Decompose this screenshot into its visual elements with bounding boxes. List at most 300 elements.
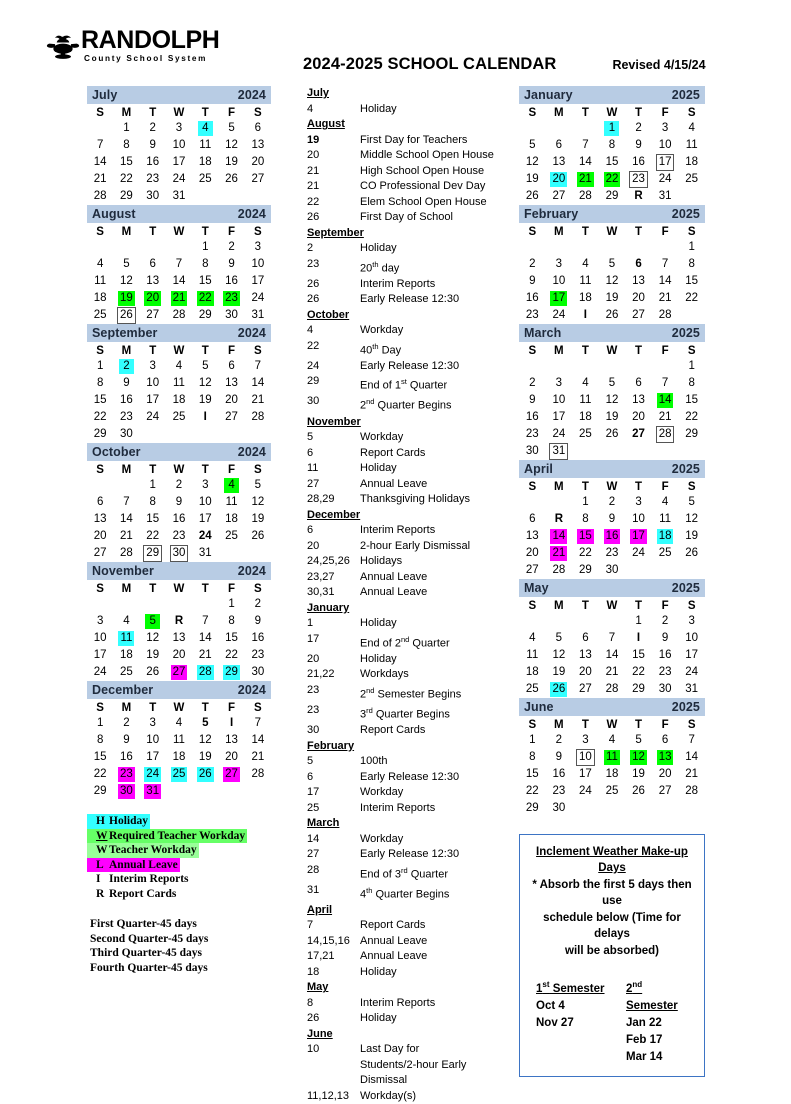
day-cell[interactable]	[546, 749, 573, 766]
day-cell[interactable]	[218, 647, 244, 664]
day-cell[interactable]	[572, 171, 599, 188]
day-cell[interactable]	[678, 256, 705, 273]
day-cell[interactable]	[140, 494, 166, 511]
day-cell[interactable]	[166, 273, 192, 290]
day-cell[interactable]	[113, 426, 139, 443]
day-cell[interactable]	[218, 664, 244, 681]
day-cell[interactable]	[625, 188, 652, 205]
day-cell[interactable]	[192, 290, 218, 307]
day-cell[interactable]	[599, 783, 626, 800]
day-cell[interactable]	[113, 375, 139, 392]
day-cell[interactable]	[652, 256, 679, 273]
day-cell[interactable]	[625, 681, 652, 698]
day-cell[interactable]	[546, 562, 573, 579]
day-cell[interactable]	[652, 307, 679, 324]
day-cell[interactable]	[245, 154, 271, 171]
day-cell[interactable]	[87, 664, 113, 681]
day-cell[interactable]	[546, 137, 573, 154]
day-cell[interactable]	[166, 154, 192, 171]
day-cell[interactable]	[519, 426, 546, 443]
day-cell[interactable]	[519, 409, 546, 426]
day-cell[interactable]	[166, 358, 192, 375]
day-cell[interactable]	[140, 630, 166, 647]
day-cell[interactable]	[519, 375, 546, 392]
day-cell[interactable]	[546, 154, 573, 171]
day-cell[interactable]	[652, 545, 679, 562]
day-cell[interactable]	[113, 715, 139, 732]
day-cell[interactable]	[87, 783, 113, 800]
day-cell[interactable]	[218, 239, 244, 256]
day-cell[interactable]	[599, 494, 626, 511]
day-cell[interactable]	[87, 613, 113, 630]
day-cell[interactable]	[140, 511, 166, 528]
day-cell[interactable]	[652, 681, 679, 698]
day-cell[interactable]	[140, 154, 166, 171]
day-cell[interactable]	[245, 392, 271, 409]
day-cell[interactable]	[140, 545, 166, 562]
day-cell[interactable]	[245, 528, 271, 545]
day-cell[interactable]	[166, 120, 192, 137]
day-cell[interactable]	[678, 290, 705, 307]
day-cell[interactable]	[572, 409, 599, 426]
day-cell[interactable]	[192, 392, 218, 409]
day-cell[interactable]	[140, 528, 166, 545]
day-cell[interactable]	[652, 290, 679, 307]
day-cell[interactable]	[678, 358, 705, 375]
day-cell[interactable]	[245, 375, 271, 392]
day-cell[interactable]	[113, 358, 139, 375]
day-cell[interactable]	[140, 613, 166, 630]
day-cell[interactable]	[218, 137, 244, 154]
day-cell[interactable]	[245, 120, 271, 137]
day-cell[interactable]	[192, 120, 218, 137]
day-cell[interactable]	[218, 732, 244, 749]
day-cell[interactable]	[678, 681, 705, 698]
day-cell[interactable]	[652, 494, 679, 511]
day-cell[interactable]	[599, 375, 626, 392]
day-cell[interactable]	[572, 375, 599, 392]
day-cell[interactable]	[87, 256, 113, 273]
day-cell[interactable]	[87, 749, 113, 766]
day-cell[interactable]	[572, 273, 599, 290]
day-cell[interactable]	[519, 749, 546, 766]
day-cell[interactable]	[192, 154, 218, 171]
day-cell[interactable]	[87, 732, 113, 749]
day-cell[interactable]	[678, 749, 705, 766]
day-cell[interactable]	[599, 681, 626, 698]
day-cell[interactable]	[192, 239, 218, 256]
day-cell[interactable]	[245, 749, 271, 766]
day-cell[interactable]	[625, 392, 652, 409]
day-cell[interactable]	[87, 358, 113, 375]
day-cell[interactable]	[166, 732, 192, 749]
day-cell[interactable]	[572, 511, 599, 528]
day-cell[interactable]	[546, 630, 573, 647]
day-cell[interactable]	[87, 137, 113, 154]
day-cell[interactable]	[519, 307, 546, 324]
day-cell[interactable]	[166, 307, 192, 324]
day-cell[interactable]	[245, 358, 271, 375]
day-cell[interactable]	[519, 137, 546, 154]
day-cell[interactable]	[572, 681, 599, 698]
day-cell[interactable]	[572, 562, 599, 579]
day-cell[interactable]	[192, 647, 218, 664]
day-cell[interactable]	[192, 358, 218, 375]
day-cell[interactable]	[192, 630, 218, 647]
day-cell[interactable]	[652, 766, 679, 783]
day-cell[interactable]	[192, 715, 218, 732]
day-cell[interactable]	[166, 528, 192, 545]
day-cell[interactable]	[625, 732, 652, 749]
day-cell[interactable]	[546, 647, 573, 664]
day-cell[interactable]	[87, 715, 113, 732]
day-cell[interactable]	[218, 409, 244, 426]
day-cell[interactable]	[113, 749, 139, 766]
day-cell[interactable]	[113, 783, 139, 800]
day-cell[interactable]	[599, 528, 626, 545]
day-cell[interactable]	[546, 732, 573, 749]
day-cell[interactable]	[245, 664, 271, 681]
day-cell[interactable]	[572, 545, 599, 562]
day-cell[interactable]	[546, 171, 573, 188]
day-cell[interactable]	[519, 732, 546, 749]
day-cell[interactable]	[218, 528, 244, 545]
day-cell[interactable]	[625, 171, 652, 188]
day-cell[interactable]	[652, 783, 679, 800]
day-cell[interactable]	[245, 307, 271, 324]
day-cell[interactable]	[113, 392, 139, 409]
day-cell[interactable]	[87, 171, 113, 188]
day-cell[interactable]	[140, 137, 166, 154]
day-cell[interactable]	[519, 800, 546, 817]
day-cell[interactable]	[546, 392, 573, 409]
day-cell[interactable]	[678, 375, 705, 392]
day-cell[interactable]	[519, 783, 546, 800]
day-cell[interactable]	[113, 766, 139, 783]
day-cell[interactable]	[625, 154, 652, 171]
day-cell[interactable]	[652, 630, 679, 647]
day-cell[interactable]	[192, 613, 218, 630]
day-cell[interactable]	[113, 494, 139, 511]
day-cell[interactable]	[652, 273, 679, 290]
day-cell[interactable]	[140, 783, 166, 800]
day-cell[interactable]	[546, 256, 573, 273]
day-cell[interactable]	[652, 647, 679, 664]
day-cell[interactable]	[113, 647, 139, 664]
day-cell[interactable]	[572, 188, 599, 205]
day-cell[interactable]	[599, 749, 626, 766]
day-cell[interactable]	[245, 647, 271, 664]
day-cell[interactable]	[140, 766, 166, 783]
day-cell[interactable]	[625, 528, 652, 545]
day-cell[interactable]	[192, 511, 218, 528]
day-cell[interactable]	[140, 358, 166, 375]
day-cell[interactable]	[87, 766, 113, 783]
day-cell[interactable]	[192, 664, 218, 681]
day-cell[interactable]	[546, 307, 573, 324]
day-cell[interactable]	[140, 392, 166, 409]
day-cell[interactable]	[113, 154, 139, 171]
day-cell[interactable]	[166, 613, 192, 630]
day-cell[interactable]	[572, 426, 599, 443]
day-cell[interactable]	[546, 188, 573, 205]
day-cell[interactable]	[192, 273, 218, 290]
day-cell[interactable]	[599, 766, 626, 783]
day-cell[interactable]	[87, 307, 113, 324]
day-cell[interactable]	[599, 188, 626, 205]
day-cell[interactable]	[519, 392, 546, 409]
day-cell[interactable]	[546, 443, 573, 460]
day-cell[interactable]	[599, 290, 626, 307]
day-cell[interactable]	[166, 749, 192, 766]
day-cell[interactable]	[678, 613, 705, 630]
day-cell[interactable]	[192, 409, 218, 426]
day-cell[interactable]	[245, 137, 271, 154]
day-cell[interactable]	[218, 307, 244, 324]
day-cell[interactable]	[192, 137, 218, 154]
day-cell[interactable]	[625, 511, 652, 528]
day-cell[interactable]	[678, 154, 705, 171]
day-cell[interactable]	[245, 409, 271, 426]
day-cell[interactable]	[166, 766, 192, 783]
day-cell[interactable]	[519, 647, 546, 664]
day-cell[interactable]	[546, 783, 573, 800]
day-cell[interactable]	[87, 154, 113, 171]
day-cell[interactable]	[678, 783, 705, 800]
day-cell[interactable]	[245, 596, 271, 613]
day-cell[interactable]	[572, 630, 599, 647]
day-cell[interactable]	[192, 256, 218, 273]
day-cell[interactable]	[113, 290, 139, 307]
day-cell[interactable]	[652, 137, 679, 154]
day-cell[interactable]	[245, 239, 271, 256]
day-cell[interactable]	[140, 409, 166, 426]
day-cell[interactable]	[625, 375, 652, 392]
day-cell[interactable]	[678, 528, 705, 545]
day-cell[interactable]	[218, 613, 244, 630]
day-cell[interactable]	[572, 290, 599, 307]
day-cell[interactable]	[113, 630, 139, 647]
day-cell[interactable]	[113, 256, 139, 273]
day-cell[interactable]	[546, 290, 573, 307]
day-cell[interactable]	[218, 766, 244, 783]
day-cell[interactable]	[166, 664, 192, 681]
day-cell[interactable]	[87, 630, 113, 647]
day-cell[interactable]	[625, 783, 652, 800]
day-cell[interactable]	[652, 511, 679, 528]
day-cell[interactable]	[87, 375, 113, 392]
day-cell[interactable]	[140, 273, 166, 290]
day-cell[interactable]	[113, 664, 139, 681]
day-cell[interactable]	[87, 545, 113, 562]
day-cell[interactable]	[218, 715, 244, 732]
day-cell[interactable]	[218, 375, 244, 392]
day-cell[interactable]	[546, 375, 573, 392]
day-cell[interactable]	[546, 426, 573, 443]
day-cell[interactable]	[166, 188, 192, 205]
day-cell[interactable]	[652, 188, 679, 205]
day-cell[interactable]	[678, 664, 705, 681]
day-cell[interactable]	[245, 256, 271, 273]
day-cell[interactable]	[192, 528, 218, 545]
day-cell[interactable]	[678, 426, 705, 443]
day-cell[interactable]	[625, 545, 652, 562]
day-cell[interactable]	[572, 154, 599, 171]
day-cell[interactable]	[625, 664, 652, 681]
day-cell[interactable]	[87, 647, 113, 664]
day-cell[interactable]	[245, 171, 271, 188]
day-cell[interactable]	[572, 766, 599, 783]
day-cell[interactable]	[599, 307, 626, 324]
day-cell[interactable]	[546, 273, 573, 290]
day-cell[interactable]	[113, 188, 139, 205]
day-cell[interactable]	[87, 188, 113, 205]
day-cell[interactable]	[599, 664, 626, 681]
day-cell[interactable]	[599, 171, 626, 188]
day-cell[interactable]	[218, 171, 244, 188]
day-cell[interactable]	[546, 681, 573, 698]
day-cell[interactable]	[140, 749, 166, 766]
day-cell[interactable]	[87, 494, 113, 511]
day-cell[interactable]	[546, 545, 573, 562]
day-cell[interactable]	[113, 732, 139, 749]
day-cell[interactable]	[113, 511, 139, 528]
day-cell[interactable]	[166, 392, 192, 409]
day-cell[interactable]	[87, 273, 113, 290]
day-cell[interactable]	[166, 375, 192, 392]
day-cell[interactable]	[166, 647, 192, 664]
day-cell[interactable]	[113, 528, 139, 545]
day-cell[interactable]	[652, 749, 679, 766]
day-cell[interactable]	[245, 511, 271, 528]
day-cell[interactable]	[678, 630, 705, 647]
day-cell[interactable]	[218, 273, 244, 290]
day-cell[interactable]	[218, 511, 244, 528]
day-cell[interactable]	[678, 647, 705, 664]
day-cell[interactable]	[625, 137, 652, 154]
day-cell[interactable]	[166, 630, 192, 647]
day-cell[interactable]	[625, 494, 652, 511]
day-cell[interactable]	[572, 528, 599, 545]
day-cell[interactable]	[519, 171, 546, 188]
day-cell[interactable]	[572, 783, 599, 800]
day-cell[interactable]	[599, 562, 626, 579]
day-cell[interactable]	[519, 188, 546, 205]
day-cell[interactable]	[625, 409, 652, 426]
day-cell[interactable]	[599, 409, 626, 426]
day-cell[interactable]	[546, 800, 573, 817]
day-cell[interactable]	[572, 749, 599, 766]
day-cell[interactable]	[166, 511, 192, 528]
day-cell[interactable]	[166, 715, 192, 732]
day-cell[interactable]	[113, 307, 139, 324]
day-cell[interactable]	[140, 647, 166, 664]
day-cell[interactable]	[625, 120, 652, 137]
day-cell[interactable]	[192, 494, 218, 511]
day-cell[interactable]	[218, 290, 244, 307]
day-cell[interactable]	[192, 545, 218, 562]
day-cell[interactable]	[572, 256, 599, 273]
day-cell[interactable]	[245, 766, 271, 783]
day-cell[interactable]	[625, 426, 652, 443]
day-cell[interactable]	[599, 256, 626, 273]
day-cell[interactable]	[140, 171, 166, 188]
day-cell[interactable]	[192, 375, 218, 392]
day-cell[interactable]	[218, 358, 244, 375]
day-cell[interactable]	[652, 426, 679, 443]
day-cell[interactable]	[519, 766, 546, 783]
day-cell[interactable]	[625, 647, 652, 664]
day-cell[interactable]	[218, 256, 244, 273]
day-cell[interactable]	[546, 511, 573, 528]
day-cell[interactable]	[140, 307, 166, 324]
day-cell[interactable]	[678, 545, 705, 562]
day-cell[interactable]	[140, 477, 166, 494]
day-cell[interactable]	[192, 732, 218, 749]
day-cell[interactable]	[625, 290, 652, 307]
day-cell[interactable]	[245, 290, 271, 307]
day-cell[interactable]	[140, 375, 166, 392]
day-cell[interactable]	[572, 664, 599, 681]
day-cell[interactable]	[87, 290, 113, 307]
day-cell[interactable]	[519, 290, 546, 307]
day-cell[interactable]	[166, 545, 192, 562]
day-cell[interactable]	[678, 120, 705, 137]
day-cell[interactable]	[546, 766, 573, 783]
day-cell[interactable]	[546, 528, 573, 545]
day-cell[interactable]	[652, 154, 679, 171]
day-cell[interactable]	[625, 630, 652, 647]
day-cell[interactable]	[245, 630, 271, 647]
day-cell[interactable]	[519, 443, 546, 460]
day-cell[interactable]	[519, 562, 546, 579]
day-cell[interactable]	[192, 307, 218, 324]
day-cell[interactable]	[87, 409, 113, 426]
day-cell[interactable]	[87, 426, 113, 443]
day-cell[interactable]	[599, 630, 626, 647]
day-cell[interactable]	[245, 715, 271, 732]
day-cell[interactable]	[572, 307, 599, 324]
day-cell[interactable]	[87, 511, 113, 528]
day-cell[interactable]	[87, 392, 113, 409]
day-cell[interactable]	[625, 613, 652, 630]
day-cell[interactable]	[218, 120, 244, 137]
day-cell[interactable]	[599, 273, 626, 290]
day-cell[interactable]	[599, 732, 626, 749]
day-cell[interactable]	[113, 120, 139, 137]
day-cell[interactable]	[652, 375, 679, 392]
day-cell[interactable]	[678, 273, 705, 290]
day-cell[interactable]	[192, 766, 218, 783]
day-cell[interactable]	[245, 732, 271, 749]
day-cell[interactable]	[245, 273, 271, 290]
day-cell[interactable]	[87, 528, 113, 545]
day-cell[interactable]	[678, 137, 705, 154]
day-cell[interactable]	[166, 494, 192, 511]
day-cell[interactable]	[140, 715, 166, 732]
day-cell[interactable]	[572, 392, 599, 409]
day-cell[interactable]	[218, 154, 244, 171]
day-cell[interactable]	[625, 307, 652, 324]
day-cell[interactable]	[519, 273, 546, 290]
day-cell[interactable]	[140, 256, 166, 273]
day-cell[interactable]	[166, 171, 192, 188]
day-cell[interactable]	[678, 494, 705, 511]
day-cell[interactable]	[218, 596, 244, 613]
day-cell[interactable]	[572, 494, 599, 511]
day-cell[interactable]	[678, 171, 705, 188]
day-cell[interactable]	[519, 545, 546, 562]
